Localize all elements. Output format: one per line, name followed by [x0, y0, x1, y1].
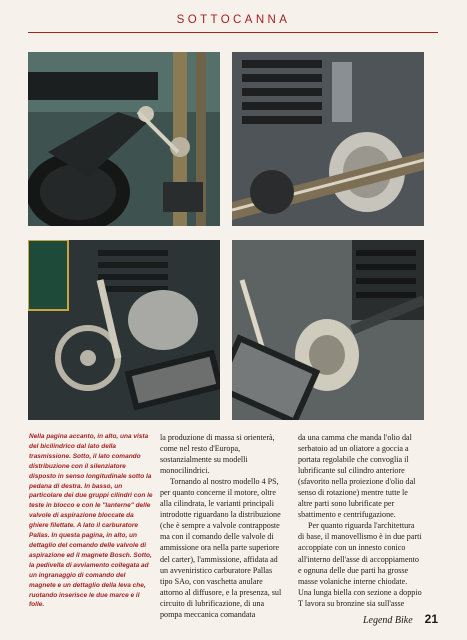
paragraph: da una camma che manda l'olio dal serbatoio ad un oliatore a goccia a portata regolabile che convoglia il lubrificante sul cilindro anteriore (sfavorito nella proiezione d'olio dal senso di rotazione) mentre tutte le altre parti sono lubrificate per sbattimento e centrifugazione. [298, 433, 416, 520]
article-column-1 [160, 432, 284, 620]
paragraph: Per quanto riguarda l'architettura di base, il manovellismo è in due parti accoppiate con un innesto conico all'interno dell'asse di accoppiamento e ognuna delle due parti ha grosse masse volaniche interne chiodate. Una lunga biella con sezione a doppio T lavora su bronzine sia sull'asse [298, 521, 422, 608]
section-title: SOTTOCANNA [176, 14, 291, 26]
photo-top-left [28, 52, 220, 226]
page-header [0, 10, 467, 28]
photo-caption: Nella pagina accanto, in alto, una vista del bicilindrico dal lato della trasmissione. Sotto, il lato comando distribuzione con il silenziatore disposto in senso longitudinale sotto la pedana di destra. In basso, un particolare dei due gruppi cilindri con le teste in blocco e con le "lanterne" delle valvole di aspirazione bloccate da ghiere filettate. A lato il carburatore Pallas. In questa pagina, in alto, un dettaglio del comando delle valvole di aspirazione ed il magnete Bosch. Sotto, la pedivella di avviamento collegata ad un ingranaggio di comando del magnete e un dettaglio della leva che, ruotando inserisce le due marce e il folle. [29, 433, 153, 609]
photo-bottom-left [28, 240, 220, 420]
photo-top-right [232, 52, 424, 226]
paragraph: la produzione di massa si orienterà, come nel resto d'Europa, sostanzialmente su modelli monocilindrici. [160, 433, 275, 476]
photo-bottom-right [232, 240, 424, 420]
magazine-brand: Legend Bike [362, 615, 413, 626]
article-column-2 [298, 432, 422, 609]
page-number: 21 [424, 612, 438, 626]
paragraph: Tornando al nostro modello 4 PS, per quanto concerne il motore, oltre alla cilindrata, le varianti principali introdotte riguardano la distribuzione (che è sempre a valvole contrapposte ma con il comando delle valvole di ammissione ora nella parte superiore del carter), l'ammissione, affidata ad un avveniristico carburatore Pallas tipo SAo, con vaschetta anulare attorno al diffusore, e la presenza, sul circuito di lubrificazione, di una pompa meccanica comandata [160, 477, 282, 619]
page-footer [0, 610, 438, 628]
header-rule [28, 32, 438, 33]
